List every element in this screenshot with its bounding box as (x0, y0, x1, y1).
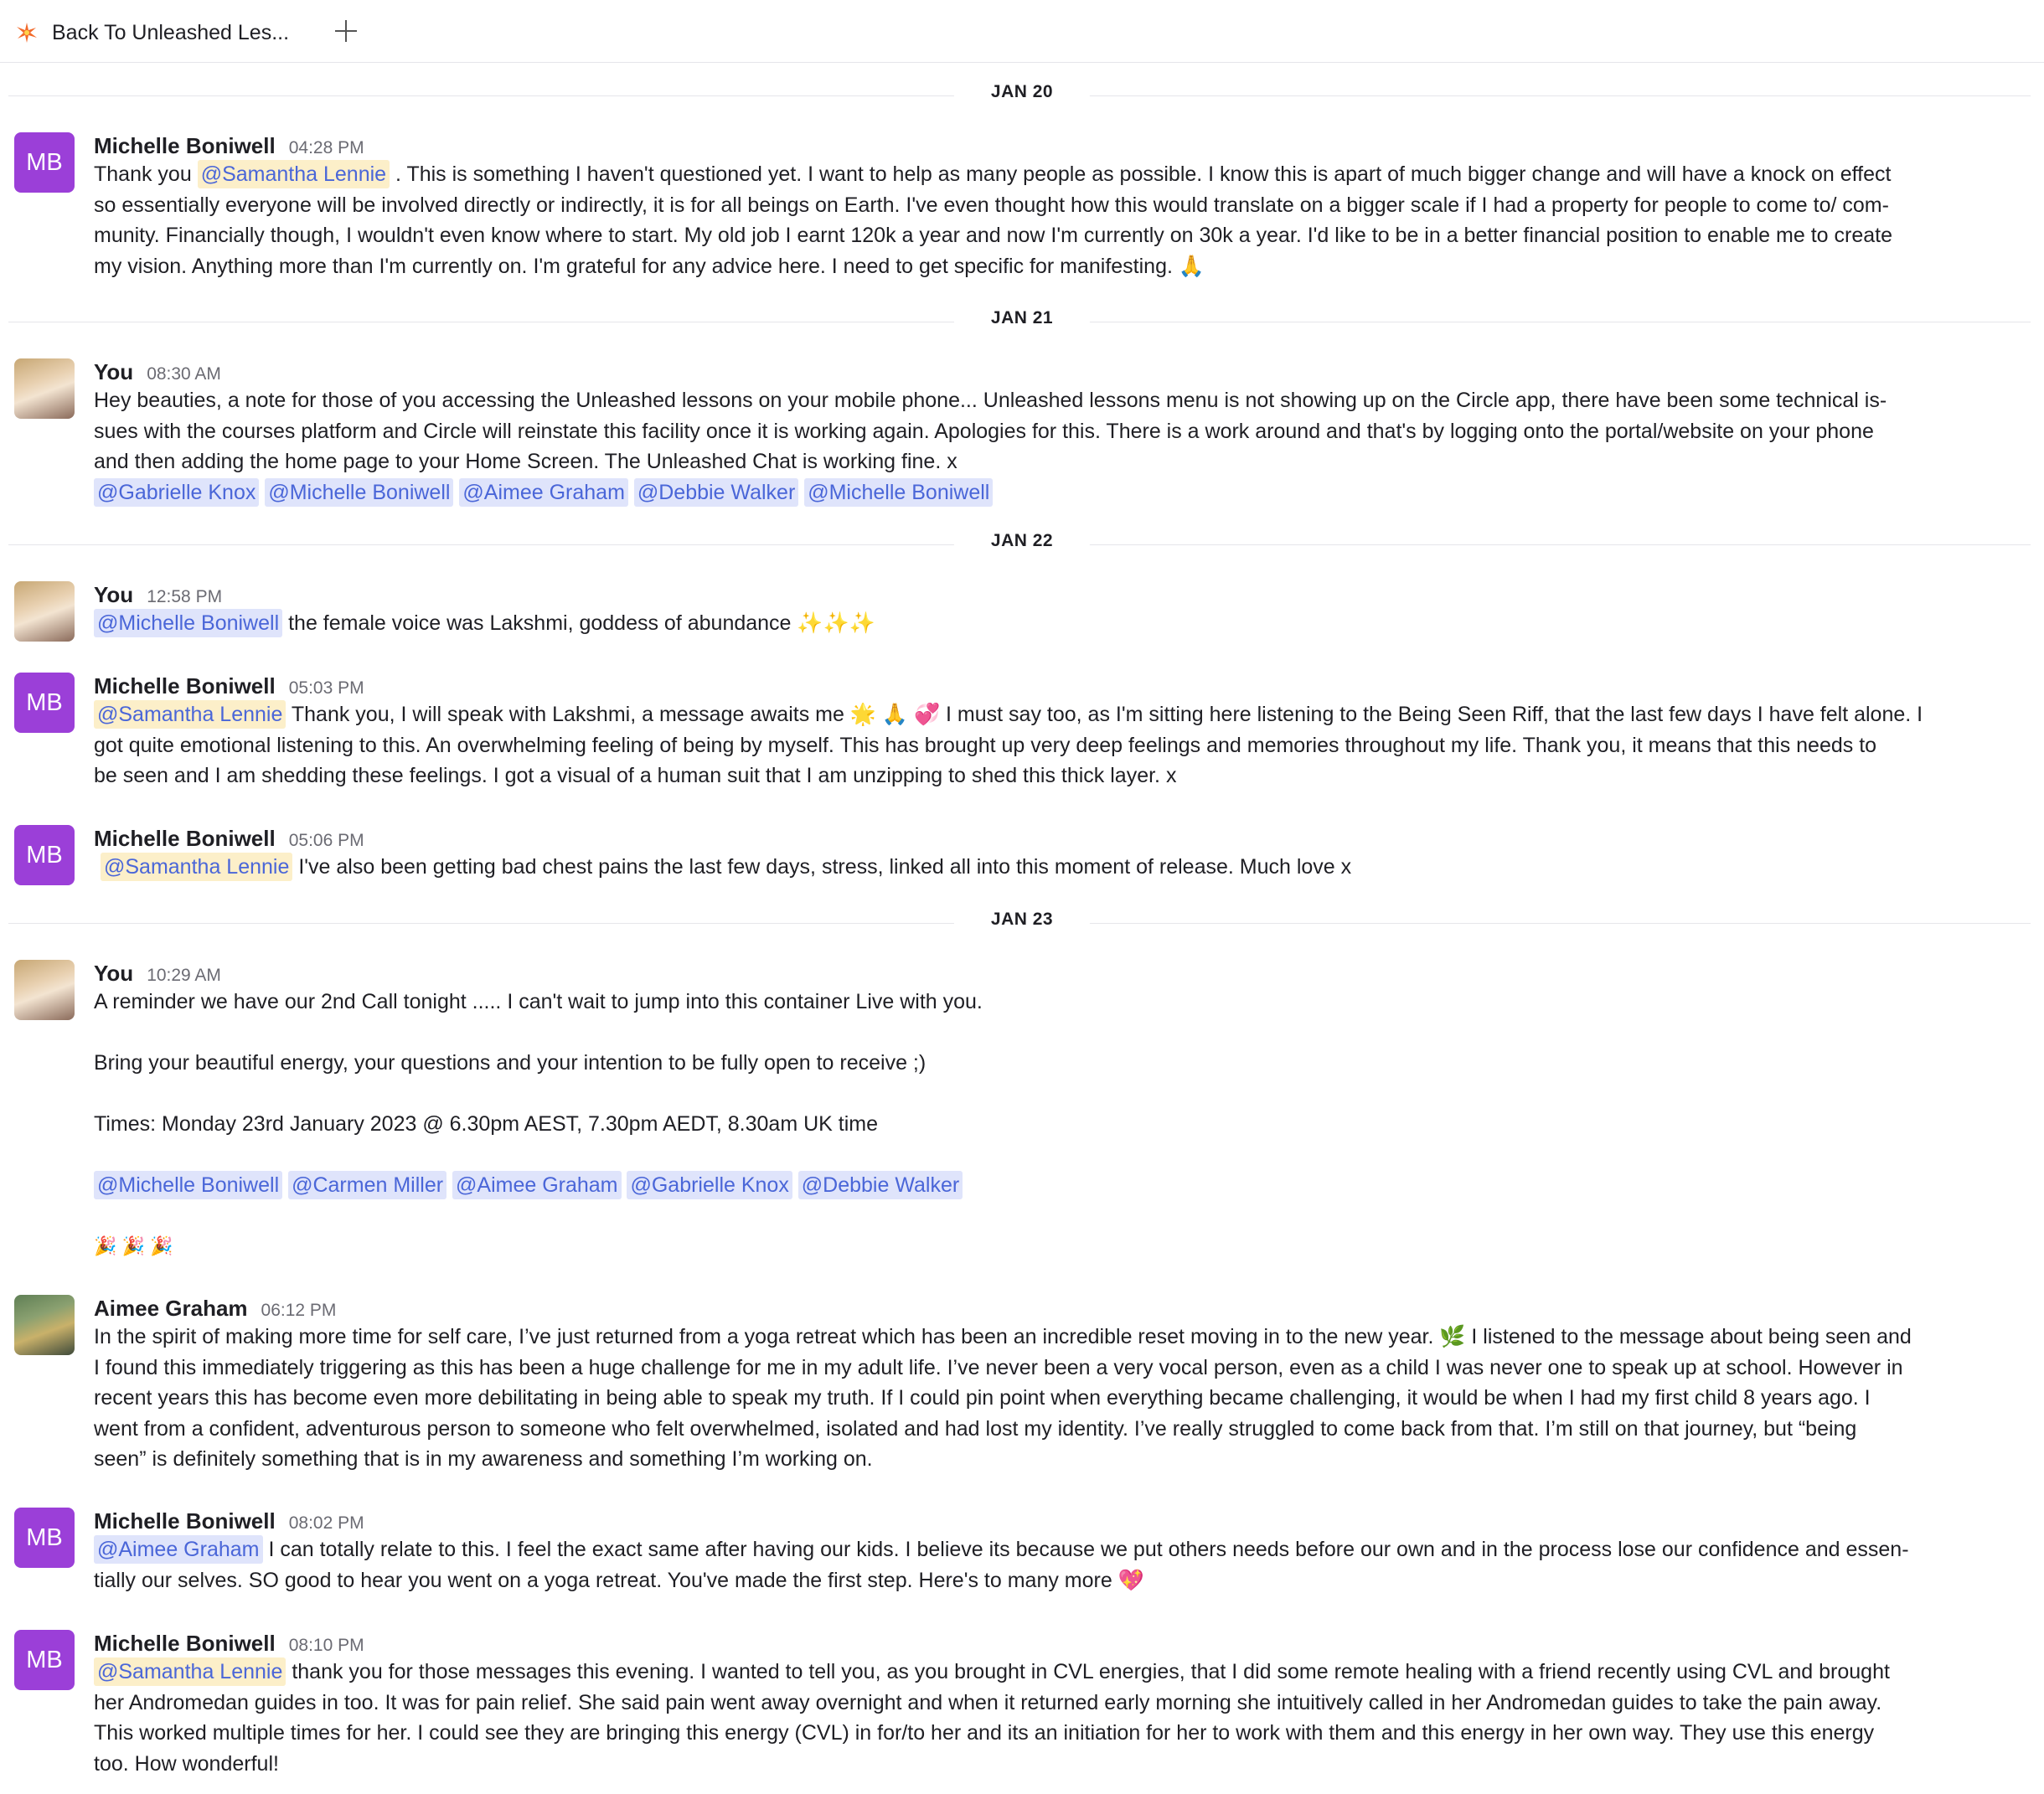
message (0, 576, 2044, 668)
mention[interactable]: @Samantha Lennie (198, 160, 390, 188)
timestamp: 08:30 AM (147, 364, 221, 384)
mention[interactable]: @Carmen Miller (288, 1171, 446, 1199)
message (0, 1625, 2044, 1784)
mention[interactable]: @Gabrielle Knox (627, 1171, 792, 1199)
message (0, 353, 2044, 513)
message-body: In the spirit of making more time for self care, I’ve just returned from a yoga retreat which has been an incredible reset moving in to the new year. 🌿 I listened to the message about being seen and I found this immediately triggering as this has been a huge challenge for me in my adult life. I’ve never been a very vocal person, even as a child I was never one to speak up at school. However in recent years this has become even more debilitating in being able to speak my truth. If I could pin point when everything became challenging, it would be when I had my first child 8 years ago. I went from a confident, adventurous person to someone who felt overwhelmed, isolated and had lost my identity. I’ve really struggled to come back from that. I’m still on that journey, but “being seen” is definitely something that is in my awareness and something I’m working on. (94, 1325, 1912, 1471)
mention[interactable]: @Debbie Walker (798, 1171, 963, 1199)
mention[interactable]: @Samantha Lennie (101, 853, 292, 881)
date-label: JAN 22 (954, 531, 1090, 551)
message (0, 1290, 2044, 1503)
message (0, 668, 2044, 820)
message-body: @Michelle Boniwell the female voice was Lakshmi, goddess of abundance ✨✨✨ (94, 608, 2010, 639)
mention[interactable]: @Michelle Boniwell (804, 478, 993, 507)
message (0, 820, 2044, 891)
date-label: JAN 23 (954, 910, 1090, 930)
mention[interactable]: @Aimee Graham (459, 478, 628, 507)
mention[interactable]: @Michelle Boniwell (94, 1171, 282, 1199)
mention[interactable]: @Gabrielle Knox (94, 478, 259, 507)
message-body: Hey beauties, a note for those of you accessing the Unleashed lessons on your mobile phone... Unleashed lessons menu is not showing up on the Circle app, there have been some technical is- sues with the courses platform and Circle will reinstate this facility once it is working again. Apologies for this. There is a work around and that's by logging onto the portal/website on your phone and then adding the home page to your Home Screen. The Unleashed Chat is working fine. x @Gabrielle Knox @Michelle Boniwell @Aimee Graham @Debbie Walker @Michelle Boniwell (94, 385, 2010, 508)
mention[interactable]: @Aimee Graham (452, 1171, 622, 1199)
avatar[interactable] (14, 581, 75, 642)
author-name[interactable]: Michelle Boniwell (94, 673, 276, 699)
emoji-row: 🎉 🎉 🎉 (94, 1235, 173, 1256)
avatar[interactable]: MB (14, 825, 75, 885)
timestamp: 08:10 PM (288, 1636, 364, 1655)
avatar[interactable] (14, 1295, 75, 1355)
avatar[interactable]: MB (14, 1508, 75, 1568)
mention[interactable]: @Samantha Lennie (94, 700, 286, 729)
date-divider (0, 290, 2044, 353)
date-label: JAN 21 (954, 308, 1090, 328)
timestamp: 10:29 AM (147, 966, 221, 985)
date-divider (0, 891, 2044, 955)
timestamp: 08:02 PM (288, 1513, 364, 1533)
mention[interactable]: @Michelle Boniwell (94, 609, 282, 637)
tab-title: Back To Unleashed Les... (52, 20, 290, 44)
author-name[interactable]: You (94, 359, 134, 384)
avatar[interactable]: MB (14, 132, 75, 193)
message-feed (0, 64, 2044, 1784)
avatar[interactable] (14, 960, 75, 1020)
author-name[interactable]: Michelle Boniwell (94, 1631, 276, 1656)
avatar[interactable] (14, 358, 75, 419)
mention[interactable]: @Aimee Graham (94, 1535, 263, 1564)
message (0, 1503, 2044, 1625)
author-name[interactable]: Michelle Boniwell (94, 1508, 276, 1534)
message-body: Thank you @Samantha Lennie . This is something I haven't questioned yet. I want to help as many people as possible. I know this is apart of much bigger change and will have a knock on effect so essentially everyone will be involved directly or indirectly, it is for all beings on Earth. I've even thought how this would translate on a bigger scale if I had a property for people to come to/ com- munity. Financially though, I wouldn't even know where to start. My old job I earnt 120k a year and now I'm currently on 30k a year. I'd like to be in a better financial position to enable me to create my vision. Anything more than I'm currently on. I'm grateful for any advice here. I need to get specific for manifesting. 🙏 (94, 159, 2010, 281)
tab-back-to-unleashed[interactable] (15, 12, 289, 54)
message (0, 955, 2044, 1290)
timestamp: 04:28 PM (288, 138, 364, 157)
timestamp: 05:06 PM (288, 831, 364, 850)
message-body: @Samantha Lennie I've also been getting bad chest pains the last few days, stress, linked all into this moment of release. Much love x (94, 852, 2010, 883)
author-name[interactable]: Michelle Boniwell (94, 826, 276, 851)
tab-bar (0, 0, 2044, 63)
timestamp: 05:03 PM (288, 678, 364, 698)
mention[interactable]: @Michelle Boniwell (265, 478, 453, 507)
author-name[interactable]: Michelle Boniwell (94, 133, 276, 158)
message (0, 127, 2044, 290)
author-name[interactable]: You (94, 582, 134, 607)
message-body: @Samantha Lennie Thank you, I will speak with Lakshmi, a message awaits me 🌟 🙏 💞 I must say too, as I'm sitting here listening to the Being Seen Riff, that the last few days I have felt alone. I got quite emotional listening to this. An overwhelming feeling of being by myself. This has brought up very deep feelings and memories throughout my life. Thank you, it means that this needs to be seen and I am shedding these feelings. I got a visual of a human suit that I am unzipping to shed this thick layer. x (94, 699, 2010, 791)
avatar[interactable]: MB (14, 673, 75, 733)
avatar[interactable]: MB (14, 1630, 75, 1690)
message-body: @Samantha Lennie thank you for those messages this evening. I wanted to tell you, as you brought in CVL energies, that I did some remote healing with a friend recently using CVL and brought her Andromedan guides in too. It was for pain relief. She said pain went away overnight and when it returned early morning she intuitively called in her Andromedan guides to take the pain away. This worked multiple times for her. I could see they are bringing this energy (CVL) in for/to her and its an initiation for her to work with them and this energy in her own way. They use this energy too. How wonderful! (94, 1657, 2010, 1779)
author-name[interactable]: You (94, 961, 134, 986)
sparkle-icon (15, 21, 39, 44)
timestamp: 06:12 PM (261, 1301, 337, 1320)
author-name[interactable]: Aimee Graham (94, 1296, 248, 1321)
mention[interactable]: @Samantha Lennie (94, 1657, 286, 1686)
date-divider (0, 513, 2044, 576)
message-body: A reminder we have our 2nd Call tonight ..... I can't wait to jump into this container Live with you. Bring your beautiful energy, your questions and your intention to be fully open to receive ;) Times: Monday 23rd January 2023 @ 6.30pm AEST, 7.30pm AEDT, 8.30am UK time @Michelle Boniwell @Carmen Miller @Aimee Graham @Gabrielle Knox @Debbie Walker 🎉 🎉 🎉 (94, 987, 2010, 1262)
date-divider (0, 64, 2044, 127)
add-tab-button[interactable] (332, 17, 360, 45)
timestamp: 12:58 PM (147, 587, 223, 606)
date-label: JAN 20 (954, 82, 1090, 102)
message-body: @Aimee Graham I can totally relate to this. I feel the exact same after having our kids. I believe its because we put others needs before our own and in the process lose our confidence and essen- tially our selves. SO good to hear you went on a yoga retreat. You've made the first step. Here's to many more 💖 (94, 1534, 2010, 1596)
mention[interactable]: @Debbie Walker (634, 478, 798, 507)
